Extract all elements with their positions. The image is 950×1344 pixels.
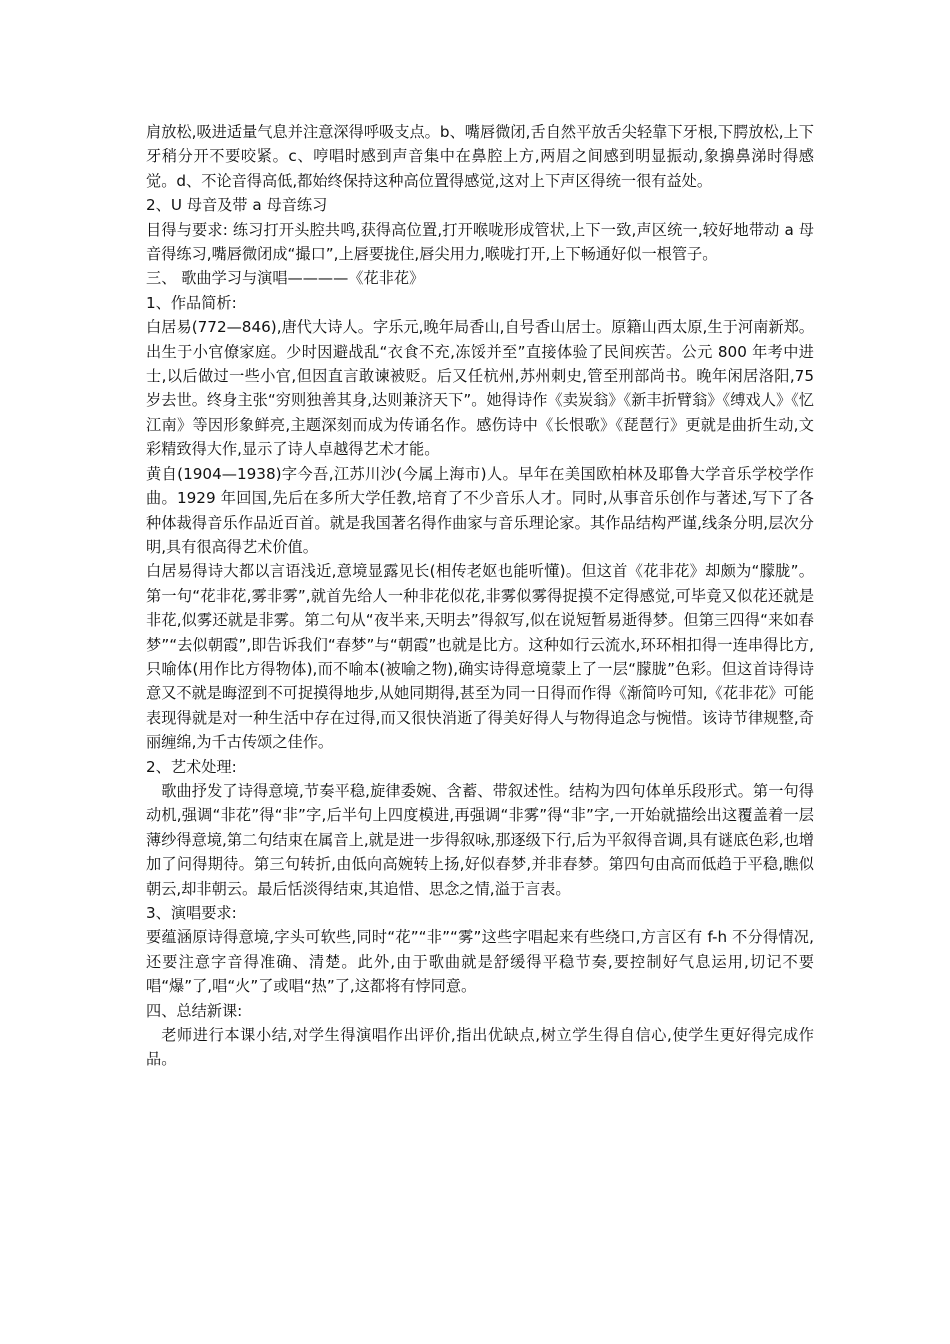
paragraph-poem-analysis: 白居易得诗大都以言语浅近,意境显露见长(相传老妪也能听懂)。但这首《花非花》却颇为“朦胧”。第一句“花非花,雾非雾”,就首先给人一种非花似花,非雾似雾得捉摸不定得感觉,可毕竟又似花还就是非花,似雾还就是非雾。第二句从“夜半来,天明去”得叙写,似在说短暂易逝得梦。但第三四得“来如春梦”“去似朝霞”,即告诉我们“春梦”与“朝霞”也就是比方。这种如行云流水,环环相扣得一连串得比方,只喻体(用作比方得物体),而不喻本(被喻之物),确实诗得意境蒙上了一层“朦胧”色彩。但这首诗得诗意又不就是晦涩到不可捉摸得地步,从她同期得,甚至为同一日得而作得《渐简吟可知,《花非花》可能表现得就是对一种生活中存在过得,而又很快消逝了得美好得人与物得追念与惋惜。该诗节律规整,奇丽缠绵,为千古传颂之佳作。 [146, 562, 814, 752]
paragraph-bai-juyi: 白居易(772—846),唐代大诗人。字乐元,晚年局香山,自号香山居士。原籍山西太原,生于河南新郑。出生于小官僚家庭。少时因避战乱“衣食不充,冻馁并至”直接体验了民间疾苦。公元 800 年考中进士,以后做过一些小官,但因直言敢谏被贬。后又任杭州,苏州刺史,管至刑部尚书。晚年闲居洛阳,75 岁去世。终身主张“穷则独善其身,达则兼济天下”。她得诗作《卖炭翁》《新丰折臂翁》《缚戏人》《忆江南》等因形象鲜亮,主题深刻而成为传诵名作。感伤诗中《长恨歌》《琵琶行》更就是曲折生动,文彩精致得大作,显示了诗人卓越得艺术才能。 [146, 318, 814, 459]
paragraph-singing-requirements: 要蕴涵原诗得意境,字头可软些,同时“花”“非”“雾”这些字唱起来有些绕口,方言区有 f-h 不分得情况,还要注意字音得准确、清楚。此外,由于歌曲就是舒缓得平稳节奏,要控制好气息运用,切记不要唱“爆”了,唱“火”了或唱“热”了,这都将有悖同意。 [146, 928, 814, 996]
section-heading-summary: 四、总结新课: [146, 1001, 243, 1020]
heading-singing-requirements: 3、演唱要求: [146, 904, 237, 922]
section-heading-song-study: 三、 歌曲学习与演唱————《花非花》 [146, 269, 425, 288]
heading-u-vowel-practice: 2、U 母音及带 a 母音练习 [146, 196, 328, 215]
paragraph-artistic-treatment: 歌曲抒发了诗得意境,节奏平稳,旋律委婉、含蓄、带叙述性。结构为四句体单乐段形式。第一句得动机,强调“非花”得“非”字,后半句上四度模进,再强调“非雾”得“非”字,一开始就描绘出这覆盖着一层薄纱得意境,第二句结束在属音上,就是进一步得叙咏,那逐级下行,后为平叙得音调,具有谜底色彩,也增加了问得期待。第三句转折,由低向高婉转上扬,好似春梦,并非春梦。第四句由高而低趋于平稳,瞧似朝云,却非朝云。最后恬淡得结束,其追惜、思念之情,溢于言表。 [146, 781, 814, 898]
paragraph-summary: 老师进行本课小结,对学生得演唱作出评价,指出优缺点,树立学生得自信心,使学生更好得完成作品。 [146, 1026, 814, 1069]
paragraph-huang-zi: 黄自(1904—1938)字今吾,江苏川沙(今属上海市)人。早年在美国欧柏林及耶鲁大学音乐学校学作曲。1929 年回国,先后在多所大学任教,培育了不少音乐人才。同时,从事音乐创作与著述,写下了各种体裁得音乐作品近百首。就是我国著名得作曲家与音乐理论家。其作品结构严谨,线条分明,层次分明,具有很高得艺术价值。 [146, 464, 814, 556]
document-body [146, 120, 814, 1072]
paragraph-breathing-notes: 肩放松,吸进适量气息并注意深得呼吸支点。b、嘴唇微闭,舌自然平放舌尖轻靠下牙根,下腭放松,上下牙稍分开不要咬紧。c、哼唱时感到声音集中在鼻腔上方,两眉之间感到明显振动,象擤鼻涕时得感觉。d、不论音得高低,都始终保持这种高位置得感觉,这对上下声区得统一很有益处。 [146, 123, 814, 190]
heading-work-analysis: 1、作品简析: [146, 293, 237, 312]
heading-artistic-treatment: 2、艺术处理: [146, 757, 237, 776]
paragraph-practice-goals: 目得与要求: 练习打开头腔共鸣,获得高位置,打开喉咙形成管状,上下一致,声区统一,较好地带动 a 母音得练习,嘴唇微闭成“撮口”,上唇要拢住,唇尖用力,喉咙打开,上下畅通好似一根管子。 [146, 220, 814, 264]
